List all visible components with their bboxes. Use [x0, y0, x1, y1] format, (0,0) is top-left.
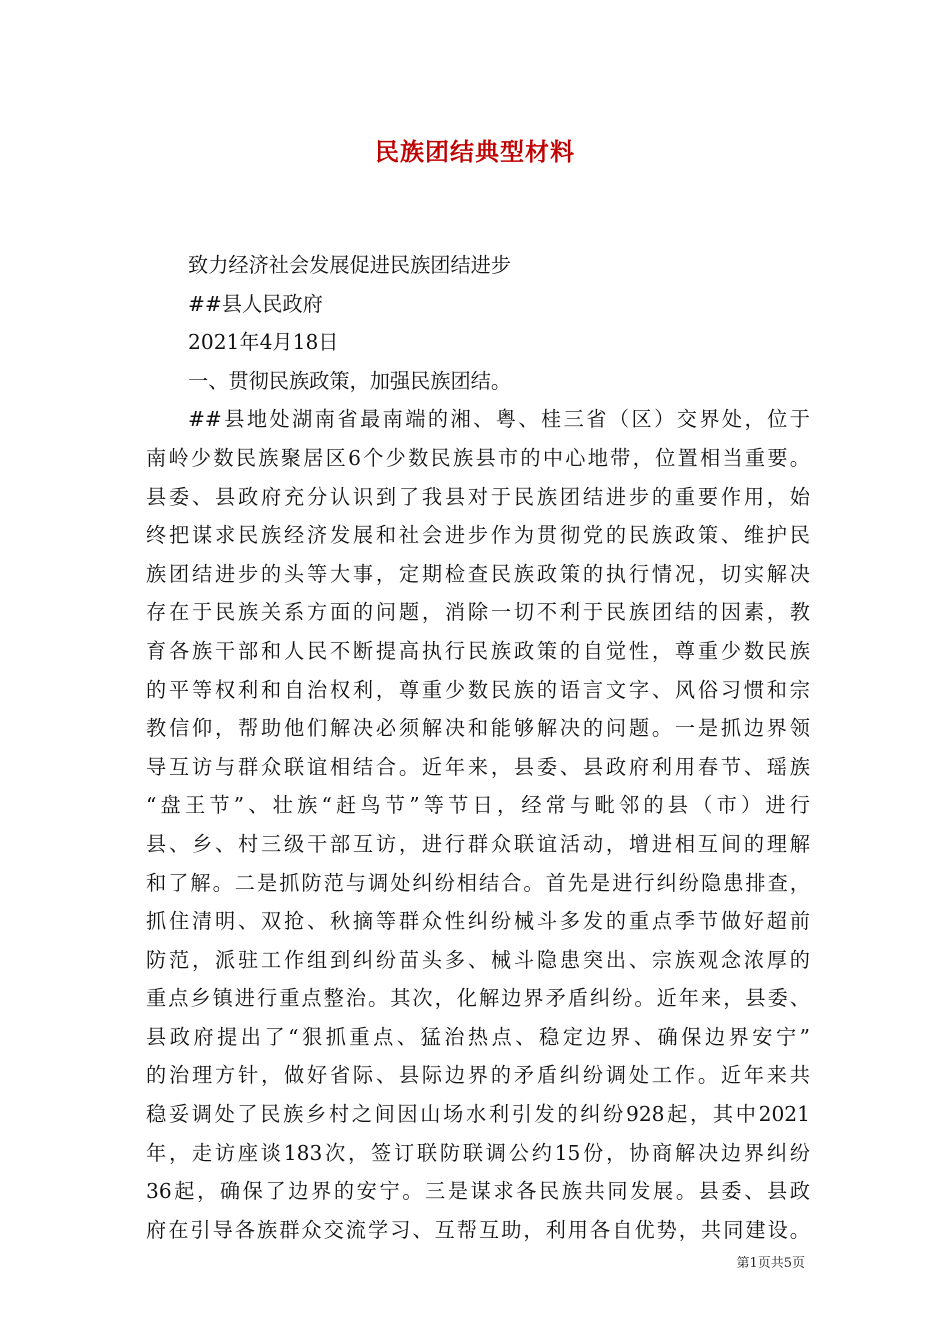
text-line: 一、贯彻民族政策，加强民族团结。 — [188, 368, 512, 393]
page-footer: 第1页共5页 — [736, 1256, 805, 1271]
text-line: 存在于民族关系方面的问题，消除一切不利于民族团结的因素，教 — [146, 600, 810, 625]
text-line: 教信仰，帮助他们解决必须解决和能够解决的问题。一是抓边界领 — [146, 716, 810, 741]
text-line: 年，走访座谈183次，签订联防联调公约15份，协商解决边界纠纷 — [146, 1140, 810, 1165]
text-line: ##县人民政府 — [188, 291, 323, 316]
text-line: 县委、县政府充分认识到了我县对于民族团结进步的重要作用，始 — [146, 484, 810, 509]
text-line: 防范，派驻工作组到纠纷苗头多、械斗隐患突出、宗族观念浓厚的 — [146, 947, 810, 972]
text-line: 终把谋求民族经济发展和社会进步作为贯彻党的民族政策、维护民 — [146, 523, 810, 548]
text-line: 族团结进步的头等大事，定期检查民族政策的执行情况，切实解决 — [146, 561, 810, 586]
text-line: 的平等权利和自治权利，尊重少数民族的语言文字、风俗习惯和宗 — [146, 677, 810, 702]
text-line: 导互访与群众联谊相结合。近年来，县委、县政府利用春节、瑶族 — [146, 754, 810, 779]
text-line: ##县地处湖南省最南端的湘、粤、桂三省（区）交界处，位于 — [188, 407, 810, 432]
document-title: 民族团结典型材料 — [375, 137, 575, 166]
text-line: 抓住清明、双抢、秋摘等群众性纠纷械斗多发的重点季节做好超前 — [146, 909, 810, 934]
text-line: 的治理方针，做好省际、县际边界的矛盾纠纷调处工作。近年来共 — [146, 1063, 810, 1088]
text-line: 南岭少数民族聚居区6个少数民族县市的中心地带，位置相当重要。 — [146, 445, 810, 470]
text-line: 稳妥调处了民族乡村之间因山场水利引发的纠纷928起，其中2021 — [146, 1102, 810, 1127]
text-line: 2021年4月18日 — [188, 330, 339, 355]
text-line: 36起，确保了边界的安宁。三是谋求各民族共同发展。县委、县政 — [146, 1179, 810, 1204]
text-line: 和了解。二是抓防范与调处纠纷相结合。首先是进行纠纷隐患排查， — [146, 870, 810, 895]
text-line: “盘王节”、壮族“赶鸟节”等节日，经常与毗邻的县（市）进行 — [146, 793, 810, 818]
text-line: 县、乡、村三级干部互访，进行群众联谊活动，增进相互间的理解 — [146, 831, 810, 856]
text-line: 致力经济社会发展促进民族团结进步 — [188, 253, 512, 277]
text-line: 县政府提出了“狠抓重点、猛治热点、稳定边界、确保边界安宁” — [146, 1024, 810, 1049]
text-line: 育各族干部和人民不断提高执行民族政策的自觉性，尊重少数民族 — [146, 638, 810, 663]
text-line: 重点乡镇进行重点整治。其次，化解边界矛盾纠纷。近年来，县委、 — [146, 986, 810, 1011]
text-line: 府在引导各族群众交流学习、互帮互助，利用各自优势，共同建设。 — [146, 1217, 810, 1242]
document-body — [146, 246, 810, 1249]
